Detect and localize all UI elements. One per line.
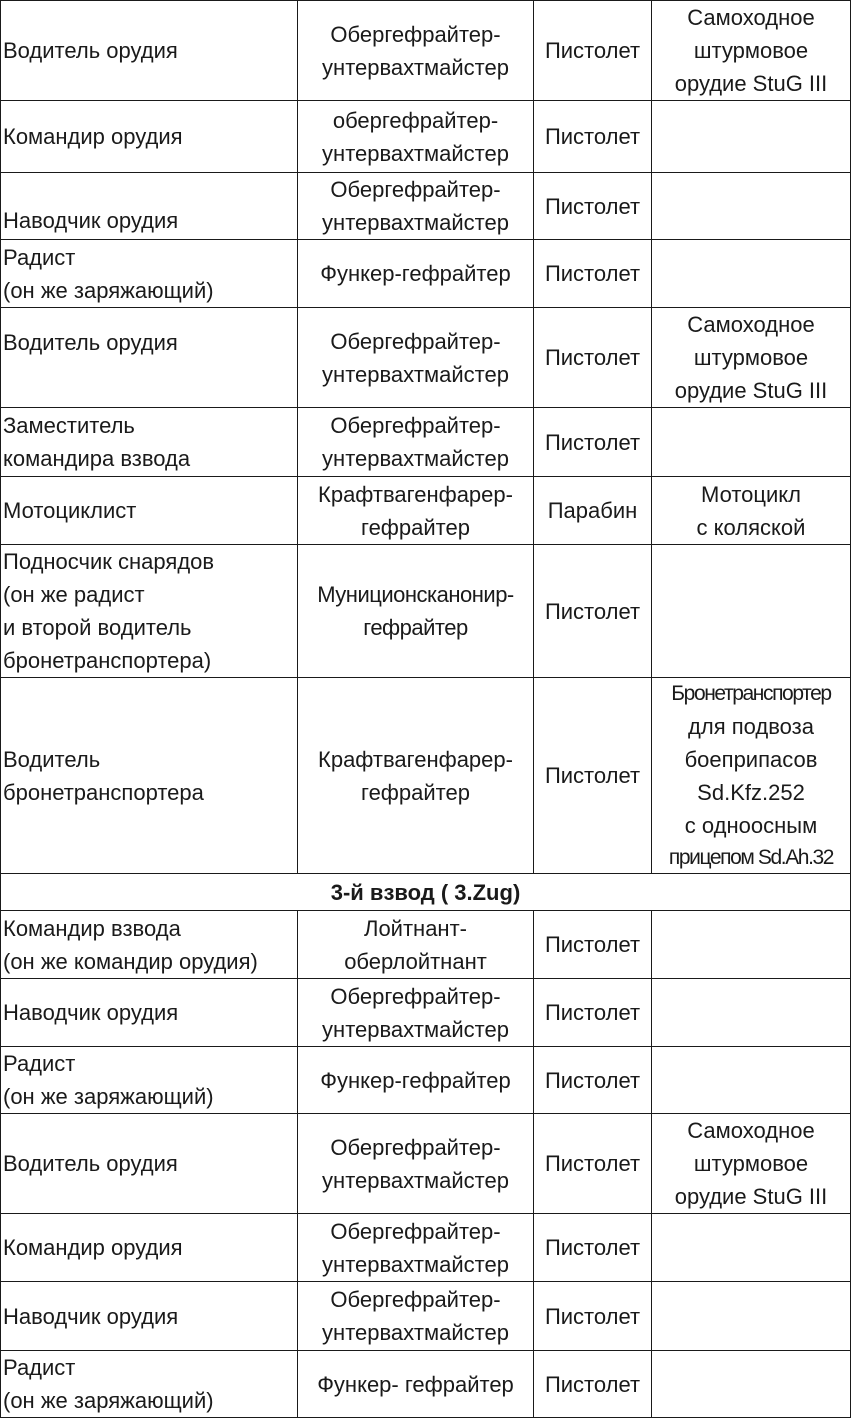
rank-cell: Функер-гефрайтер <box>298 1047 534 1114</box>
role-cell: Наводчик орудия <box>1 173 298 240</box>
rank-cell: Муниционсканонир- гефрайтер <box>298 545 534 678</box>
vehicle-cell <box>652 1047 851 1114</box>
weapon-cell: Пистолет <box>534 911 652 979</box>
rank-cell: Обергефрайтер- унтервахтмайстер <box>298 1114 534 1214</box>
vehicle-cell <box>652 240 851 308</box>
role-cell: Наводчик орудия <box>1 1282 298 1351</box>
role-cell: Мотоциклист <box>1 477 298 545</box>
rank-cell: Обергефрайтер- унтервахтмайстер <box>298 979 534 1047</box>
vehicle-line: Sd.Kfz.252 <box>697 779 805 805</box>
role-cell: Командир орудия <box>1 1214 298 1282</box>
role-cell: Водитель бронетранспортера <box>1 678 298 874</box>
rank-cell: Обергефрайтер- унтервахтмайстер <box>298 308 534 408</box>
vehicle-cell <box>652 911 851 979</box>
section-row <box>1 874 851 911</box>
weapon-cell: Пистолет <box>534 1351 652 1418</box>
role-cell: Водитель орудия <box>1 1 298 101</box>
vehicle-line: прицепом Sd.Ah.32 <box>668 845 834 869</box>
role-cell: Водитель орудия <box>1 308 298 408</box>
table-row <box>1 545 851 678</box>
vehicle-line: для подвоза <box>688 713 814 739</box>
vehicle-cell: Самоходное штурмовое орудие StuG III <box>652 308 851 408</box>
rank-cell: Крафтвагенфарер- гефрайтер <box>298 477 534 545</box>
rank-cell: Крафтвагенфарер- гефрайтер <box>298 678 534 874</box>
vehicle-cell <box>652 545 851 678</box>
vehicle-line: Бронетранспортер <box>671 682 831 705</box>
role-cell: Наводчик орудия <box>1 979 298 1047</box>
table-row <box>1 308 851 408</box>
role-cell: Подносчик снарядов (он же радист и второй водитель бронетранспортера) <box>1 545 298 678</box>
weapon-cell: Пистолет <box>534 101 652 173</box>
rank-cell: Функер- гефрайтер <box>298 1351 534 1418</box>
role-cell: Радист (он же заряжающий) <box>1 1351 298 1418</box>
weapon-cell: Пистолет <box>534 1282 652 1351</box>
table-row <box>1 1282 851 1351</box>
role-cell: Водитель орудия <box>1 1114 298 1214</box>
vehicle-cell <box>652 1282 851 1351</box>
weapon-cell: Пистолет <box>534 308 652 408</box>
table-row <box>1 1351 851 1418</box>
table-row <box>1 1214 851 1282</box>
weapon-cell: Пистолет <box>534 1114 652 1214</box>
vehicle-cell: Самоходное штурмовое орудие StuG III <box>652 1114 851 1214</box>
role-cell: Заместитель командира взвода <box>1 408 298 477</box>
table-row <box>1 101 851 173</box>
vehicle-cell: Самоходное штурмовое орудие StuG III <box>652 1 851 101</box>
role-cell: Радист (он же заряжающий) <box>1 1047 298 1114</box>
table-row <box>1 911 851 979</box>
rank-cell: Обергефрайтер- унтервахтмайстер <box>298 1214 534 1282</box>
rank-cell: Лойтнант- оберлойтнант <box>298 911 534 979</box>
weapon-cell: Пистолет <box>534 408 652 477</box>
rank-cell: Обергефрайтер- унтервахтмайстер <box>298 408 534 477</box>
rank-cell: Функер-гефрайтер <box>298 240 534 308</box>
vehicle-cell <box>652 678 851 874</box>
vehicle-cell <box>652 101 851 173</box>
role-cell: Радист (он же заряжающий) <box>1 240 298 308</box>
weapon-cell: Парабин <box>534 477 652 545</box>
section-title: 3-й взвод ( 3.Zug) <box>1 874 851 911</box>
vehicle-cell <box>652 1351 851 1418</box>
vehicle-cell <box>652 1214 851 1282</box>
vehicle-line: с одноосным <box>684 812 818 838</box>
weapon-cell: Пистолет <box>534 1 652 101</box>
table-row <box>1 1047 851 1114</box>
weapon-cell: Пистолет <box>534 173 652 240</box>
vehicle-cell <box>652 408 851 477</box>
table-row <box>1 240 851 308</box>
rank-cell: Обергефрайтер- унтервахтмайстер <box>298 1282 534 1351</box>
vehicle-line: боеприпасов <box>684 746 818 772</box>
weapon-cell: Пистолет <box>534 1214 652 1282</box>
rank-cell: Обергефрайтер- унтервахтмайстер <box>298 1 534 101</box>
table-row <box>1 678 851 874</box>
rank-cell: Обергефрайтер- унтервахтмайстер <box>298 173 534 240</box>
role-cell: Командир взвода (он же командир орудия) <box>1 911 298 979</box>
table-row <box>1 1 851 101</box>
weapon-cell: Пистолет <box>534 1047 652 1114</box>
weapon-cell: Пистолет <box>534 979 652 1047</box>
table-row <box>1 477 851 545</box>
vehicle-cell <box>652 979 851 1047</box>
table-row <box>1 979 851 1047</box>
vehicle-cell <box>652 173 851 240</box>
role-cell: Командир орудия <box>1 101 298 173</box>
table-row <box>1 1114 851 1214</box>
table-row <box>1 173 851 240</box>
weapon-cell: Пистолет <box>534 240 652 308</box>
rank-cell: обергефрайтер- унтервахтмайстер <box>298 101 534 173</box>
table-row <box>1 408 851 477</box>
weapon-cell: Пистолет <box>534 545 652 678</box>
vehicle-cell: Мотоцикл с коляской <box>652 477 851 545</box>
weapon-cell: Пистолет <box>534 678 652 874</box>
